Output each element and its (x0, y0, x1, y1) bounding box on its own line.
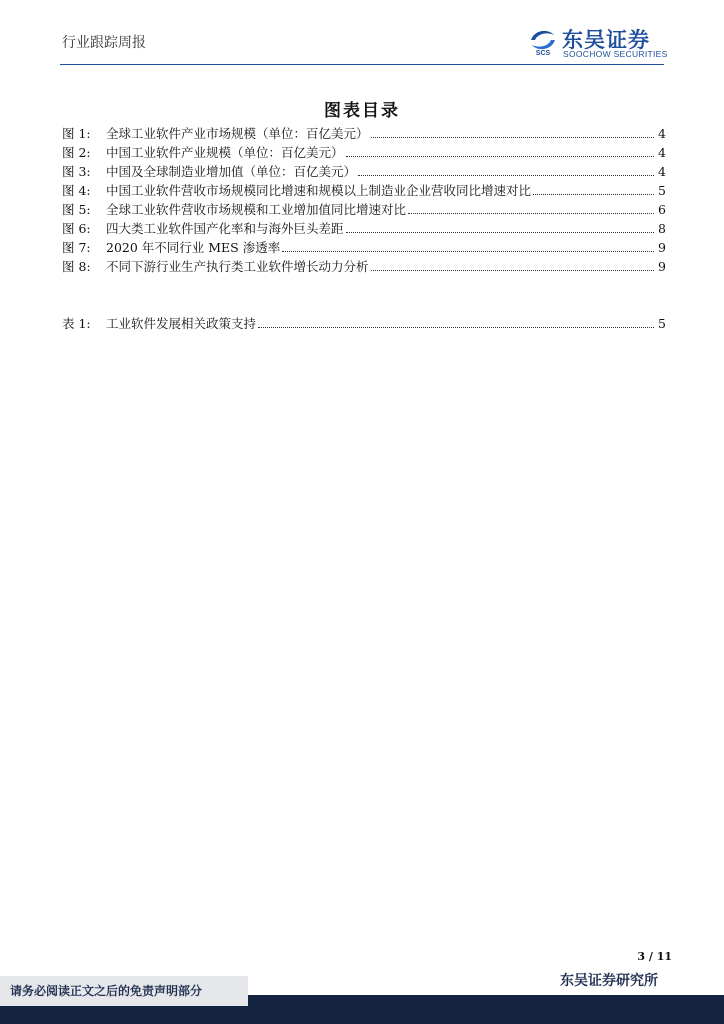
toc-entry-figure-6[interactable] (62, 219, 666, 238)
disclaimer-notice: 请务必阅读正文之后的免责声明部分 (0, 976, 248, 1006)
toc-title: 图表目录 (324, 101, 400, 121)
entry-label: 图 4: (62, 183, 91, 198)
entry-title: 工业软件发展相关政策支持 (106, 316, 257, 331)
logo-mark-text: SCS (535, 50, 551, 56)
company-logo (528, 24, 678, 62)
toc-entry-figure-5[interactable] (62, 200, 666, 219)
entry-label: 图 2: (62, 145, 91, 160)
toc-entry-figure-7[interactable] (62, 238, 666, 257)
entry-label: 图 3: (62, 164, 91, 179)
soochow-logo-icon (528, 26, 558, 56)
toc-entry-figure-1[interactable] (62, 124, 666, 143)
figure-list (62, 124, 666, 276)
dot-leader (346, 155, 654, 157)
logo-chinese-name: 东吴证券 (562, 28, 650, 52)
entry-title: 四大类工业软件国产化率和与海外巨头差距 (106, 221, 344, 236)
entry-page: 9 (658, 240, 666, 255)
footer-organization: 东吴证券研究所 (560, 973, 658, 989)
entry-title: 中国及全球制造业增加值（单位：百亿美元） (106, 164, 357, 179)
entry-page: 4 (658, 145, 666, 160)
entry-label: 图 1: (62, 126, 91, 141)
header-divider (60, 64, 664, 65)
entry-page: 4 (658, 126, 666, 141)
entry-title: 中国工业软件产业规模（单位：百亿美元） (106, 145, 344, 160)
entry-label: 图 7: (62, 240, 91, 255)
dot-leader (258, 326, 654, 328)
report-type-label: 行业跟踪周报 (62, 35, 146, 51)
entry-label: 图 5: (62, 202, 91, 217)
toc-entry-figure-4[interactable] (62, 181, 666, 200)
entry-label: 表 1: (62, 316, 91, 331)
dot-leader (533, 193, 654, 195)
entry-label: 图 6: (62, 221, 91, 236)
entry-title: 2020 年不同行业 MES 渗透率 (106, 240, 281, 255)
dot-leader (408, 212, 654, 214)
dot-leader (346, 231, 654, 233)
toc-entry-figure-8[interactable] (62, 257, 666, 276)
entry-page: 5 (658, 183, 666, 198)
toc-entry-figure-3[interactable] (62, 162, 666, 181)
page-number: 3 / 11 (637, 950, 672, 963)
entry-title: 全球工业软件营收市场规模和工业增加值同比增速对比 (106, 202, 407, 217)
dot-leader (371, 269, 654, 271)
toc-entry-table-1[interactable] (62, 314, 666, 333)
dot-leader (371, 136, 654, 138)
entry-page: 8 (658, 221, 666, 236)
entry-title: 不同下游行业生产执行类工业软件增长动力分析 (106, 259, 369, 274)
entry-label: 图 8: (62, 259, 91, 274)
entry-page: 6 (658, 202, 666, 217)
logo-english-name: SOOCHOW SECURITIES (563, 49, 668, 59)
table-list (62, 314, 666, 333)
entry-page: 4 (658, 164, 666, 179)
entry-page: 9 (658, 259, 666, 274)
dot-leader (358, 174, 654, 176)
entry-page: 5 (658, 316, 666, 331)
toc-entry-figure-2[interactable] (62, 143, 666, 162)
entry-title: 中国工业软件营收市场规模同比增速和规模以上制造业企业营收同比增速对比 (106, 183, 532, 198)
entry-title: 全球工业软件产业市场规模（单位：百亿美元） (106, 126, 369, 141)
dot-leader (282, 250, 654, 252)
